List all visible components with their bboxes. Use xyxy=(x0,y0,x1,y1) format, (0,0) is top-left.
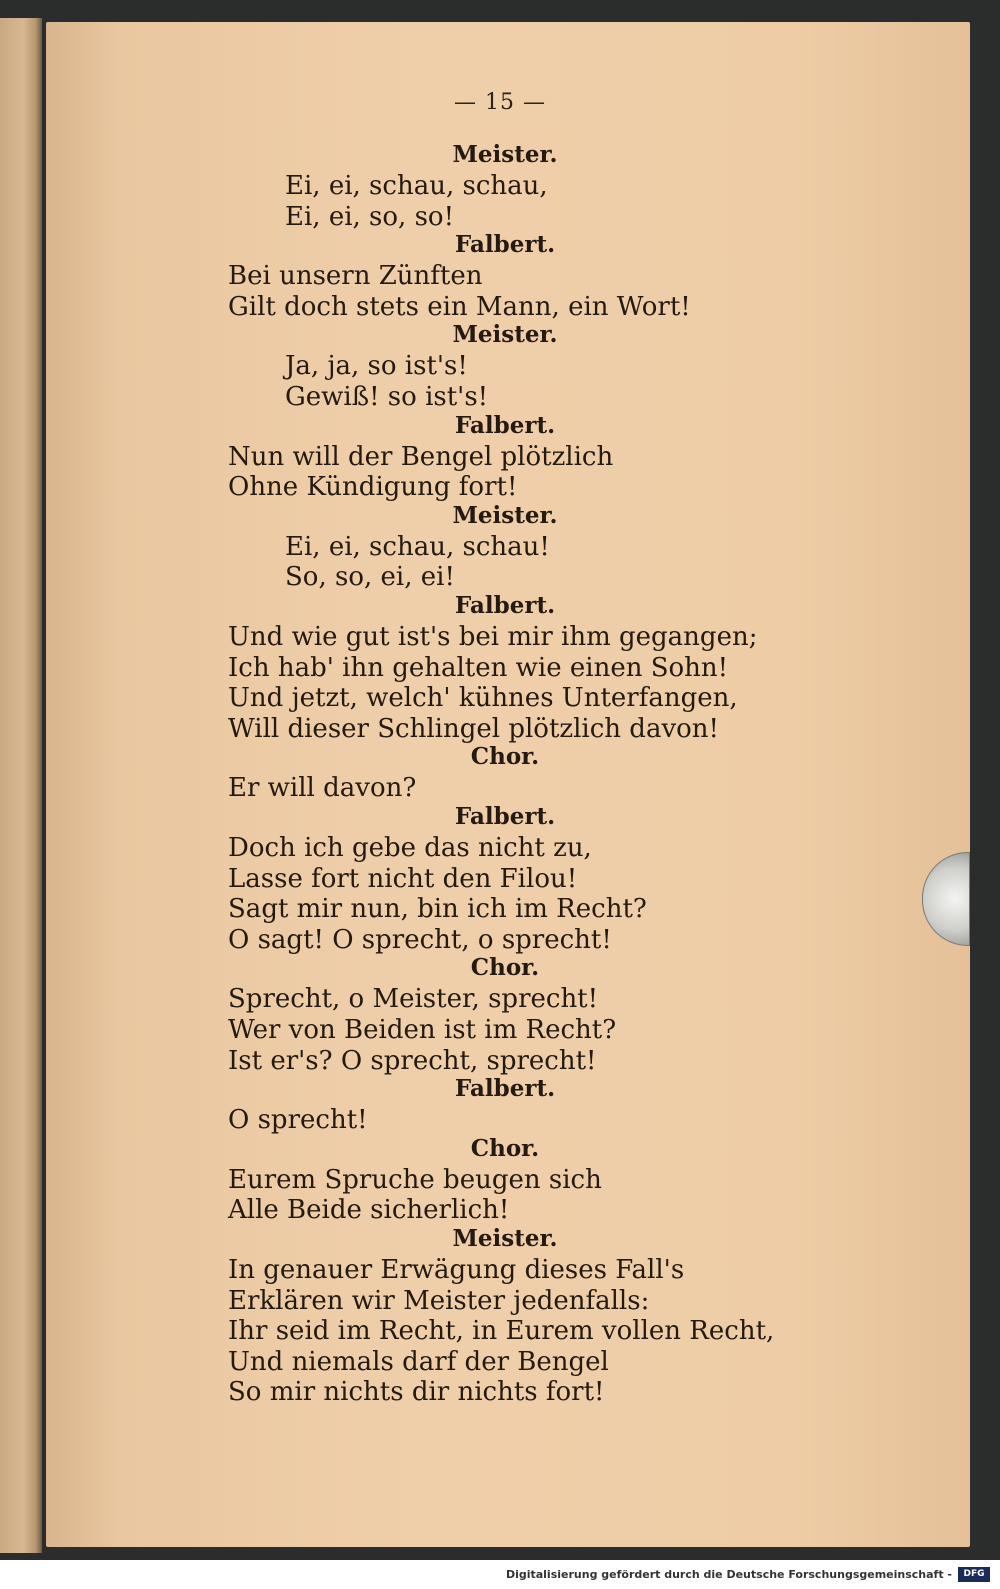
speaker-name: Falbert. xyxy=(454,1075,556,1103)
verse-line: O sagt! O sprecht, o sprecht! xyxy=(228,924,612,955)
speaker-name: Meister. xyxy=(452,321,558,349)
verse-line: So, so, ei, ei! xyxy=(285,562,455,593)
verse-line: Ei, ei, so, so! xyxy=(285,201,455,232)
verse-line: So mir nichts dir nichts fort! xyxy=(228,1377,605,1408)
verse-line: Erklären wir Meister jedenfalls: xyxy=(228,1285,650,1316)
verse-line: Wer von Beiden ist im Recht? xyxy=(228,1015,617,1045)
speaker-name: Meister. xyxy=(452,1225,558,1252)
speaker-name: Meister. xyxy=(452,141,558,168)
verse-line: Ihr seid im Recht, in Eurem vollen Recht, xyxy=(228,1316,775,1347)
verse-line: Gewiß! so ist's! xyxy=(285,382,489,412)
verse-line: Doch ich gebe das nicht zu, xyxy=(228,833,592,863)
verse-line: Und wie gut ist's bei mir ihm gegangen; xyxy=(228,622,758,652)
verse-line: Und jetzt, welch' kühnes Unterfangen, xyxy=(228,683,738,714)
verse-line: Und niemals darf der Bengel xyxy=(228,1346,609,1377)
verse-line: Will dieser Schlingel plötzlich davon! xyxy=(228,713,719,744)
speaker-name: Chor. xyxy=(470,954,540,982)
speaker-name: Falbert. xyxy=(454,231,556,259)
speaker-name: Falbert. xyxy=(454,592,556,619)
verse-line: Ei, ei, schau, schau, xyxy=(285,171,548,201)
page-number: — 15 — xyxy=(454,90,546,115)
speaker-name: Falbert. xyxy=(454,803,556,830)
verse-line: O sprecht! xyxy=(228,1105,368,1136)
dfg-logo: DFG xyxy=(958,1567,990,1582)
verse-line: Gilt doch stets ein Mann, ein Wort! xyxy=(228,291,691,322)
facing-page-edge xyxy=(0,18,42,1553)
speaker-name: Meister. xyxy=(452,501,558,529)
speaker-name: Falbert. xyxy=(454,411,556,439)
footer-bar xyxy=(0,1562,1000,1589)
verse-line: Ohne Kündigung fort! xyxy=(228,472,518,503)
verse-line: Ich hab' ihn gehalten wie einen Sohn! xyxy=(228,652,729,683)
verse-line: Alle Beide sicherlich! xyxy=(228,1195,510,1226)
verse-line: Ja, ja, so ist's! xyxy=(285,351,468,382)
footer-credit: Digitalisierung gefördert durch die Deutsche Forschungsgemeinschaft - xyxy=(505,1568,952,1581)
verse-line: Bei unsern Zünften xyxy=(228,261,483,292)
verse-line: Eurem Spruche beugen sich xyxy=(228,1164,602,1195)
verse-line: Ei, ei, schau, schau! xyxy=(285,531,550,562)
verse-line: Er will davon? xyxy=(228,773,417,804)
verse-line: Sagt mir nun, bin ich im Recht? xyxy=(228,894,647,925)
verse-line: Nun will der Bengel plötzlich xyxy=(228,441,614,472)
speaker-name: Chor. xyxy=(470,1134,540,1162)
verse-line: Ist er's? O sprecht, sprecht! xyxy=(228,1045,597,1076)
speaker-name: Chor. xyxy=(470,743,540,771)
verse-line: Sprecht, o Meister, sprecht! xyxy=(228,984,599,1015)
verse-line: Lasse fort nicht den Filou! xyxy=(228,863,578,894)
verse-line: In genauer Erwägung dieses Fall's xyxy=(228,1255,685,1285)
